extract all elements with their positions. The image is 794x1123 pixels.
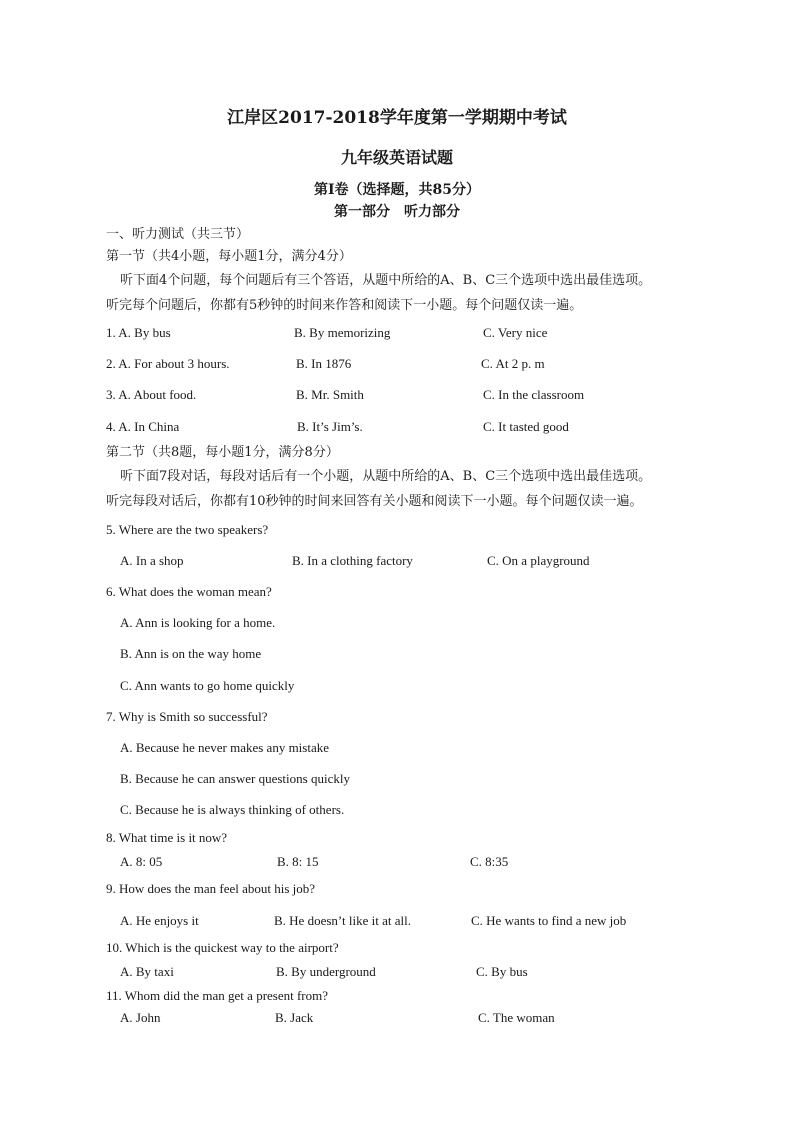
q5-option-a: A. In a shop — [120, 553, 184, 568]
section-heading: 一、听力测试（共三节） — [106, 227, 250, 242]
q2-option-c: C. At 2 p. m — [481, 356, 545, 371]
q6-option-b: B. Ann is on the way home — [120, 646, 262, 661]
q4-option-b: B. It’s Jim’s. — [297, 419, 363, 434]
q7-question: 7. Why is Smith so successful? — [106, 709, 268, 724]
q8-option-b: B. 8: 15 — [277, 854, 319, 869]
q7-option-c: C. Because he is always thinking of others. — [120, 802, 345, 817]
q9-option-b: B. He doesn’t like it at all. — [274, 913, 411, 928]
q9-option-a: A. He enjoys it — [120, 913, 199, 928]
sec1-heading: 第一节（共4小题，每小题1分，满分4分） — [106, 249, 352, 264]
q8-option-c: C. 8:35 — [470, 854, 509, 869]
q2-option-a: 2. A. For about 3 hours. — [106, 356, 230, 371]
q10-option-b: B. By underground — [276, 964, 376, 979]
sec2-instruction-1: 听下面7段对话，每段对话后有一个小题，从题中所给的A、B、C三个选项中选出最佳选项。 — [120, 469, 652, 484]
q6-option-a: A. Ann is looking for a home. — [120, 615, 276, 630]
q11-option-c: C. The woman — [478, 1010, 555, 1025]
q8-question: 8. What time is it now? — [106, 830, 228, 845]
sec2-heading: 第二节（共8题，每小题1分，满分8分） — [106, 445, 339, 460]
q8-option-a: A. 8: 05 — [120, 854, 163, 869]
q9-question: 9. How does the man feel about his job? — [106, 881, 316, 896]
q6-option-c: C. Ann wants to go home quickly — [120, 678, 295, 693]
volume-heading: 第I卷（选择题，共85分） — [313, 182, 481, 198]
exam-subtitle: 九年级英语试题 — [340, 148, 453, 167]
q4-option-a: 4. A. In China — [106, 419, 180, 434]
q11-option-b: B. Jack — [275, 1010, 314, 1025]
q4-option-c: C. It tasted good — [483, 419, 569, 434]
q6-question: 6. What does the woman mean? — [106, 584, 272, 599]
q5-option-b: B. In a clothing factory — [292, 553, 413, 568]
sec1-instruction-2: 听完每个问题后，你都有5秒钟的时间来作答和阅读下一小题。每个问题仅读一遍。 — [106, 298, 583, 313]
q5-option-c: C. On a playground — [487, 553, 590, 568]
sec1-instruction-1: 听下面4个问题，每个问题后有三个答语，从题中所给的A、B、C三个选项中选出最佳选项。 — [120, 273, 652, 288]
q11-option-a: A. John — [120, 1010, 161, 1025]
q1-option-a: 1. A. By bus — [106, 325, 171, 340]
q7-option-b: B. Because he can answer questions quickly — [120, 771, 350, 786]
q10-question: 10. Which is the quickest way to the airport? — [106, 940, 339, 955]
sec2-instruction-2: 听完每段对话后，你都有10秒钟的时间来回答有关小题和阅读下一小题。每个问题仅读一遍。 — [106, 494, 643, 509]
q3-option-b: B. Mr. Smith — [296, 387, 364, 402]
q3-option-c: C. In the classroom — [483, 387, 585, 402]
q11-question: 11. Whom did the man get a present from? — [106, 988, 329, 1003]
q7-option-a: A. Because he never makes any mistake — [120, 740, 330, 755]
q10-option-c: C. By bus — [476, 964, 528, 979]
q2-option-b: B. In 1876 — [296, 356, 352, 371]
q3-option-a: 3. A. About food. — [106, 387, 197, 402]
exam-title: 江岸区2017-2018学年度第一学期期中考试 — [227, 108, 567, 128]
q1-option-c: C. Very nice — [483, 325, 548, 340]
q10-option-a: A. By taxi — [120, 964, 174, 979]
q1-option-b: B. By memorizing — [294, 325, 391, 340]
q9-option-c: C. He wants to find a new job — [471, 913, 627, 928]
q5-question: 5. Where are the two speakers? — [106, 522, 269, 537]
part-heading: 第一部分 听力部分 — [334, 204, 460, 220]
